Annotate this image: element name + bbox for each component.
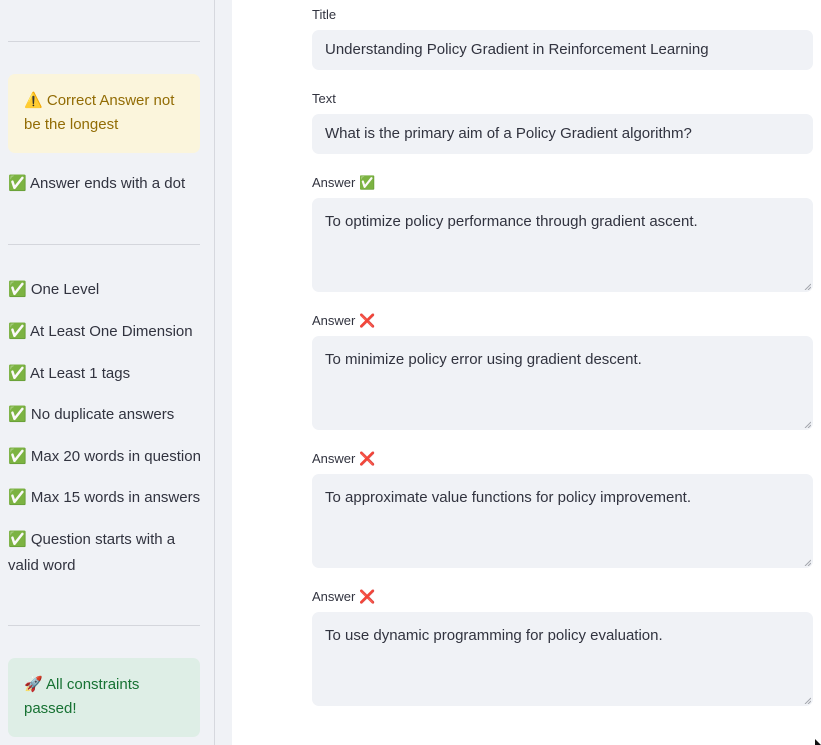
resize-handle-icon[interactable] — [804, 421, 811, 428]
check-answer-dot — [8, 170, 204, 197]
check-item — [8, 360, 204, 387]
resize-handle-icon[interactable] — [804, 697, 811, 704]
check-icon: ✅ — [8, 530, 27, 548]
sidebar-divider — [8, 625, 200, 626]
check-text: Max 15 words in answers — [30, 489, 201, 506]
question-form — [232, 0, 821, 745]
answer-text: To approximate value functions for policy improvement. — [325, 489, 692, 506]
check-icon: ✅ — [8, 174, 27, 192]
text-input[interactable]: What is the primary aim of a Policy Gradient algorithm? — [312, 114, 813, 154]
answer-label-text: Answer — [312, 313, 356, 328]
title-input[interactable]: Understanding Policy Gradient in Reinforcement Learning — [312, 30, 813, 70]
title-label: Title — [312, 7, 337, 22]
answer-text: To minimize policy error using gradient descent. — [325, 351, 642, 368]
answer-label — [312, 451, 375, 468]
warning-text: Correct Answer not be the longest — [24, 92, 175, 133]
check-text: At Least One Dimension — [30, 323, 193, 340]
check-text: Max 20 words in question — [30, 448, 201, 465]
check-item — [8, 443, 204, 470]
check-item — [8, 484, 204, 511]
check-item — [8, 401, 204, 428]
answer-textarea[interactable] — [312, 198, 813, 292]
cross-icon: ❌ — [358, 590, 376, 605]
check-item — [8, 318, 204, 345]
answer-textarea[interactable] — [312, 474, 813, 568]
check-icon: ✅ — [8, 280, 27, 298]
cross-icon: ❌ — [358, 314, 376, 329]
check-icon: ✅ — [8, 447, 27, 465]
check-item — [8, 526, 198, 579]
sidebar-divider — [8, 244, 200, 245]
answer-textarea[interactable] — [312, 336, 813, 430]
success-text: All constraints passed! — [24, 676, 140, 717]
resize-handle-icon[interactable] — [804, 283, 811, 290]
mouse-cursor-icon — [815, 739, 821, 745]
rocket-icon: 🚀 — [24, 675, 43, 693]
check-icon: ✅ — [8, 364, 27, 382]
answer-label-text: Answer — [312, 589, 356, 604]
sidebar-gap — [215, 0, 232, 745]
check-text: At Least 1 tags — [30, 365, 131, 382]
check-icon: ✅ — [8, 322, 27, 340]
check-text: One Level — [30, 281, 100, 298]
check-item — [8, 276, 204, 303]
check-text: Question starts with a valid word — [8, 531, 176, 574]
warning-icon: ⚠️ — [24, 91, 43, 109]
check-icon: ✅ — [8, 405, 27, 423]
resize-handle-icon[interactable] — [804, 559, 811, 566]
answer-label-text: Answer — [312, 175, 356, 190]
sidebar — [0, 0, 215, 745]
answer-label — [312, 589, 375, 606]
sidebar-divider — [8, 41, 200, 42]
check-icon: ✅ — [358, 176, 376, 191]
answer-label — [312, 313, 375, 330]
answer-label — [312, 175, 375, 192]
success-alert — [8, 658, 200, 737]
cross-icon: ❌ — [358, 452, 376, 467]
answer-text: To optimize policy performance through gradient ascent. — [325, 213, 698, 230]
check-icon: ✅ — [8, 488, 27, 506]
check-text: Answer ends with a dot — [30, 175, 186, 192]
answer-label-text: Answer — [312, 451, 356, 466]
check-text: No duplicate answers — [30, 406, 175, 423]
answer-text: To use dynamic programming for policy evaluation. — [325, 627, 663, 644]
answer-textarea[interactable] — [312, 612, 813, 706]
warning-alert — [8, 74, 200, 153]
text-label: Text — [312, 91, 336, 106]
